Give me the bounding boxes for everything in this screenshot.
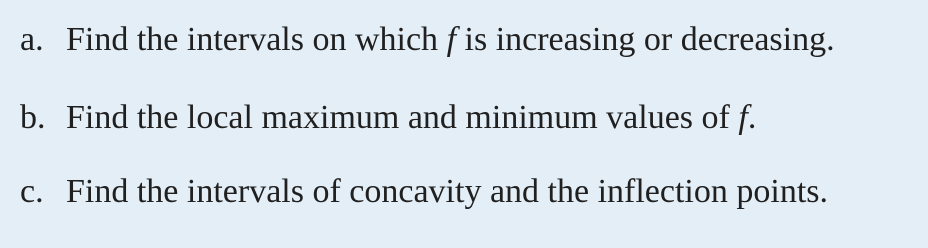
question-item-a [20,18,835,62]
function-variable: f [738,99,748,136]
item-marker-b: b. [20,99,46,136]
item-marker-c: c. [20,173,44,210]
item-text-b-end: . [747,99,757,136]
item-text-a-end: is increasing or decreasing. [456,21,835,58]
item-text-c: Find the intervals of concavity and the inflection points. [66,173,828,210]
question-item-c [20,170,828,214]
item-marker-a: a. [20,21,44,58]
function-variable: f [446,21,457,58]
item-text-b: Find the local maximum and minimum values of [66,99,739,136]
question-item-b [20,96,756,140]
item-text-a: Find the intervals on which [66,21,447,58]
